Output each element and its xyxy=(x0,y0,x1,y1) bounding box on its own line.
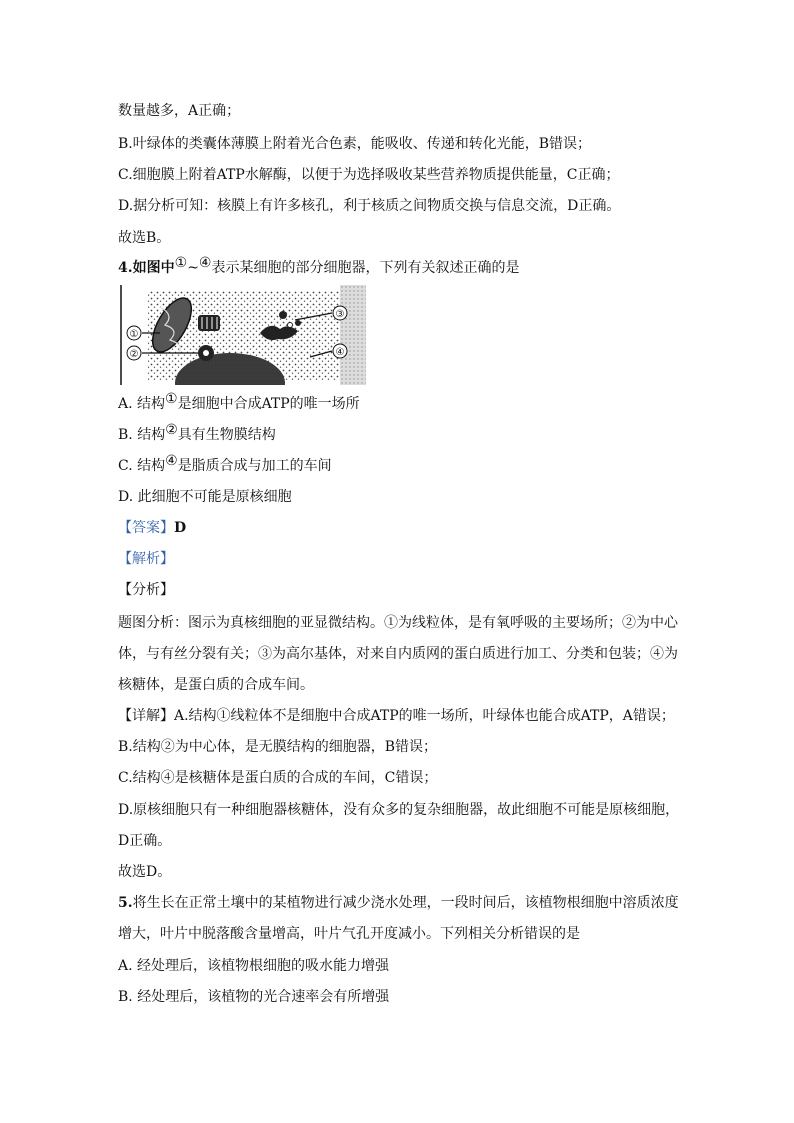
option-b: B. 结构②具有生物膜结构 xyxy=(118,422,276,443)
figure-label: ② xyxy=(129,349,139,360)
text-line: 故选B。 xyxy=(118,230,171,246)
detail-tag: 【详解】 xyxy=(118,708,174,724)
question-5-stem: 增大，叶片中脱落酸含量增高，叶片气孔开度减小。下列相关分析错误的是 xyxy=(118,926,580,942)
detail-line: 【详解】A.结构①线粒体不是细胞中合成ATP的唯一场所，叶绿体也能合成ATP，A错误； xyxy=(118,708,675,724)
text-line: 数量越多，A正确； xyxy=(118,103,241,119)
analysis-text: 核糖体，是蛋白质的合成车间。 xyxy=(118,677,314,693)
detail-text: D正确。 xyxy=(118,833,172,849)
option-a: A. 结构①是细胞中合成ATP的唯一场所 xyxy=(118,391,360,412)
detail-text: C.结构④是核糖体是蛋白质的合成的车间，C错误； xyxy=(118,770,438,786)
text-line: B.叶绿体的类囊体薄膜上附着光合色素，能吸收、传递和转化光能，B错误； xyxy=(118,136,592,152)
centriole xyxy=(198,315,220,331)
fenxi-tag: 【分析】 xyxy=(118,582,174,598)
detail-text: B.结构②为中心体，是无膜结构的细胞器，B错误； xyxy=(118,739,438,755)
answer-line xyxy=(118,518,186,538)
figure-label: ③ xyxy=(335,309,345,320)
answer-value: D xyxy=(174,520,187,536)
centriole-cross-section xyxy=(198,345,214,361)
option-c: C. 结构④是脂质合成与加工的车间 xyxy=(118,453,332,474)
organelle-figure xyxy=(120,285,368,385)
figure-label: ④ xyxy=(335,347,345,358)
detail-text: D.原核细胞只有一种细胞器核糖体，没有众多的复杂细胞器，故此细胞不可能是原核细胞， xyxy=(118,802,680,818)
option-a: A. 经处理后，该植物根细胞的吸水能力增强 xyxy=(118,958,390,974)
option-b: B. 经处理后，该植物的光合速率会有所增强 xyxy=(118,989,390,1005)
answer-tag: 【答案】 xyxy=(118,520,174,536)
text-line: C.细胞膜上附着ATP水解酶，以便于为选择吸收某些营养物质提供能量，C正确； xyxy=(118,167,620,183)
detail-text: 故选D。 xyxy=(118,864,172,880)
text-line: D.据分析可知：核膜上有许多核孔，利于核质之间物质交换与信息交流，D正确。 xyxy=(118,198,621,214)
question-5-stem: 5.将生长在正常土壤中的某植物进行减少浇水处理，一段时间后，该植物根细胞中溶质浓度 xyxy=(118,895,679,911)
option-d: D. 此细胞不可能是原核细胞 xyxy=(118,489,292,505)
analysis-tag: 【解析】 xyxy=(118,551,174,567)
question-4-stem: 4.如图中①~④表示某细胞的部分细胞器，下列有关叙述正确的是 xyxy=(118,255,520,276)
analysis-text: 题图分析：图示为真核细胞的亚显微结构。①为线粒体，是有氧呼吸的主要场所；②为中心 xyxy=(118,615,678,631)
analysis-text: 体，与有丝分裂有关；③为高尔基体，对来自内质网的蛋白质进行加工、分类和包装；④为 xyxy=(118,646,678,662)
figure-label: ① xyxy=(129,329,139,340)
